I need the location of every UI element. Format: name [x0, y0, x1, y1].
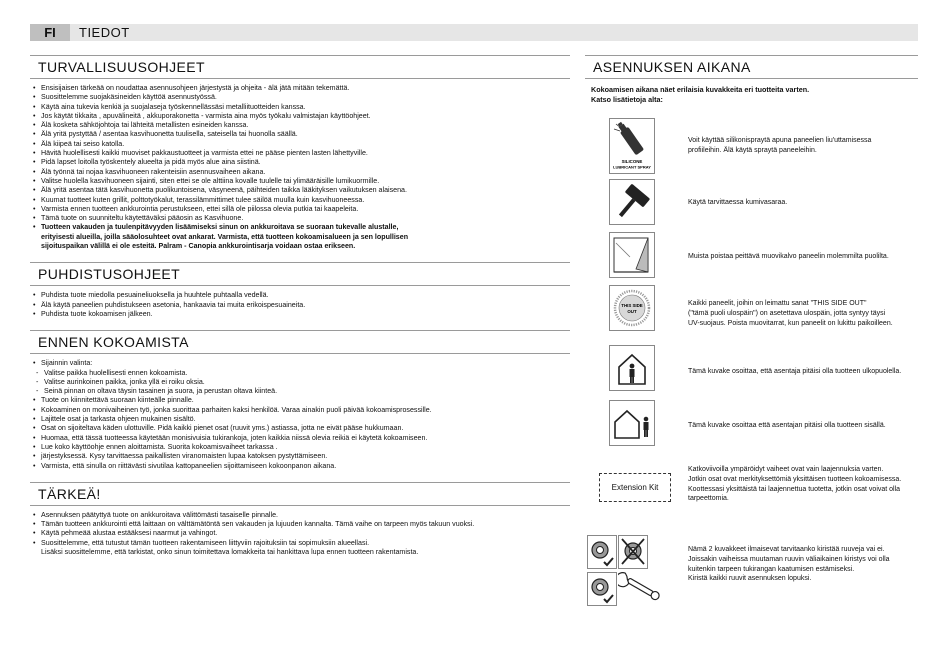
section-title: TIEDOT	[79, 25, 130, 40]
list-item: • Älä kosketa sähköjohtoja tai lähteitä metallisten esineiden kanssa.	[33, 121, 570, 130]
legend-line: Koottessasi yksittäistä tai laajennettua tuotetta, jotkin osat voivat olla	[688, 485, 901, 493]
list-item: • Puhdista tuote miedolla pesuaineliuoksella ja huuhtele puhtaalla vedellä.	[33, 291, 570, 300]
legend-text	[688, 545, 918, 584]
legend-line: Katkoviivoilla ympäröidyt vaiheet ovat vain laajennuksia varten.	[688, 466, 884, 473]
legend-line: Tämä kuvake osoittaa että asentajan pitäisi olla tuotteen sisällä.	[688, 422, 886, 429]
list-item: • Puhdista tuote kokoamisen jälkeen.	[33, 310, 570, 319]
this-side-out-icon	[609, 285, 655, 331]
legend-line: tarpeettomia.	[688, 495, 729, 503]
list-item: • Tuote on kiinnitettävä suoraan kiinteälle pinnalle.	[33, 396, 570, 405]
safety-list	[30, 84, 570, 251]
right-column	[585, 55, 918, 583]
list-item: • Huomaa, että tässä tuotteessa käytetään monisivuisia tukirankoja, joten kaikkia niissä olevia reikiä ei käytetä kokoamiseen.	[33, 434, 570, 443]
legend-line: ("tämä puoli ulospäin") on asetettava ulospäin, jotta syntyy täysi	[688, 309, 886, 317]
list-item: • järjestyksessä. Kysy tarvittaessa paikallisten viranomaisten lupaa katoksen pystyttämiseen.	[33, 452, 570, 461]
list-item: • Älä käytä paneelien puhdistukseen asetonia, hankaavia tai muita erikoispesuaineita.	[33, 301, 570, 310]
peel-film-icon	[609, 232, 655, 278]
legend-text	[688, 299, 918, 328]
list-item: • Älä työnnä tai nojaa kasvihuoneen rakenteisiin asennusvaiheen aikana.	[33, 168, 570, 177]
intro-line: Kokoamisen aikana näet erilaisia kuvakkeita eri tuotteita varten.	[591, 85, 810, 94]
legend-text	[688, 136, 918, 156]
list-item: • Hävitä huolellisesti kaikki muoviset pakkaustuotteet ja varmista ettei ne pääse pienten lasten lähettyville.	[33, 149, 570, 158]
list-item: • Kuumat tuotteet kuten grillit, polttotyökalut, terassilämmittimet tulee säilöä muulla kuin kasvihuoneessa.	[33, 196, 570, 205]
hammer-icon	[609, 179, 655, 225]
important-heading: TÄRKEÄ!	[30, 482, 570, 506]
list-item: • Asennuksen päätyttyä tuote on ankkuroitava välittömästi tasaiselle pinnalle.	[33, 511, 570, 520]
legend-line: Jotkin osat ovat merkityksettömiä yksittäisen tuotteen kokoamisessa.	[688, 475, 902, 483]
cleaning-heading: PUHDISTUSOHJEET	[30, 262, 570, 286]
extension-kit-icon: Extension Kit	[599, 473, 671, 502]
legend-line: Joissakin vaiheissa muutaman ruuvin väliaikainen kiristys voi olla	[688, 555, 890, 563]
list-item: • Suosittelemme suojakäsineiden käyttöä asennustyössä.	[33, 93, 570, 102]
list-item: • Tämä tuote on suunniteltu käytettäväksi pääosin as Kasvihuone.	[33, 214, 570, 223]
icon-label: SILICONE	[621, 159, 643, 164]
list-item: • Jos käytät tikkaita , apuvälineitä , akkuporakonetta - varmista aina myös työkalu valmistajan käyttöohjeet.	[33, 112, 570, 121]
during-assembly-heading: ASENNUKSEN AIKANA	[585, 55, 918, 79]
sub-item: - Valitse paikka huolellisesti ennen kokoamista.	[33, 369, 570, 378]
list-item-continued: erityisesti alueilla, joilla sääolosuhteet ovat ankarat. Varmista, että tuotteen kokoamisalueen ja sen lopullisen	[41, 232, 409, 241]
list-item: • Tuotteen vakauden ja tuulenpitävyyden lisäämiseksi sinun on ankkuroitava se suoraan tukevalle alustalle,	[33, 223, 570, 232]
icon-label: OUT	[627, 309, 637, 314]
sub-item: - Valitse aurinkoinen paikka, jonka yllä ei roiku oksia.	[33, 378, 570, 387]
legend-line: Kaikki paneelit, joihin on leimattu sanat "THIS SIDE OUT"	[688, 300, 867, 307]
legend-line: Käytä tarvittaessa kumivasaraa.	[688, 199, 788, 206]
list-item: • Älä yritä pystyttää / asentaa kasvihuonetta tuulisella, sateisella tai huonolla säällä.	[33, 130, 570, 139]
before-assembly-heading: ENNEN KOKOAMISTA	[30, 330, 570, 354]
legend-line: Voit käyttää silikonispraytä apuna paneelien liu'uttamisessa	[688, 137, 872, 144]
list-item: • Ensisijaisen tärkeää on noudattaa asennusohjeen järjestystä ja ohjeita - älä jätä mitään tekemättä.	[33, 84, 570, 93]
list-item: • Lajittele osat ja tarkasta ohjeen mukainen sisältö.	[33, 415, 570, 424]
intro-line: Katso lisätietoja alta:	[591, 94, 663, 104]
list-item: • Varmista ennen tuotteen ankkurointia perustukseen, ettei sillä ole piilossa olevia putkia tai kaapeleita.	[33, 205, 570, 214]
list-item: • Kokoaminen on monivaiheinen työ, jonka suorittaa parhaiten kaksi henkilöä. Varaa ainakin puoli päivää kokoamisprosessille.	[33, 406, 570, 415]
list-item: • Varmista, että sinulla on riittävästi sivutilaa kattopaneelien sijoittamiseen kokoonpanon aikana.	[33, 462, 570, 471]
list-item: • Suosittelemme, että tutustut tämän tuotteen rakentamiseen liittyviin rajoituksiin tai sopimuksiin alueellasi.	[33, 539, 570, 548]
legend-line: Nämä 2 kuvakkeet ilmaisevat tarvitaanko kiristää ruuveja vai ei.	[688, 546, 885, 553]
screw-loose-icon	[618, 535, 648, 569]
list-item: • Sijainnin valinta:	[33, 359, 570, 368]
before-assembly-list	[30, 359, 570, 471]
list-item: • Tämän tuotteen ankkurointi että laittaan on välttämätöntä sen vakauden ja lujuuden kannalta. Tämä vaihe on tarpeen myös takuun vuoksi.	[33, 520, 570, 529]
language-code: FI	[30, 24, 70, 41]
legend-line: UV-suojaus. Poista muovitarrat, kun paneelit on lukittu paikoilleen.	[688, 319, 893, 327]
house-person-inside-icon	[609, 345, 655, 391]
left-column	[30, 55, 570, 561]
icon-label: THIS SIDE	[621, 303, 643, 308]
legend-line: profiileihin. Älä käytä spraytä paneeleihin.	[688, 146, 817, 154]
legend-text	[688, 367, 918, 377]
house-person-outside-icon	[609, 400, 655, 446]
legend-line: Muista poistaa peittävä muovikalvo paneelin molemmilta puolilta.	[688, 253, 889, 260]
list-item: • Käytä aina tukevia kenkiä ja suojalaseja työskennellässäsi metalliituotteiden kanssa.	[33, 103, 570, 112]
icon-label: LUBRICANT SPRAY	[613, 164, 651, 170]
legend-line: Tämä kuvake osoittaa, että asentaja pitäisi olla tuotteen ulkopuolella.	[688, 368, 902, 375]
list-item: • Lue koko käyttöohje ennen aloittamista. Suorita kokoamisvaiheet tarkassa .	[33, 443, 570, 452]
list-item-continued: sijoituspaikan välillä ei ole esteitä. Palram - Canopia ankkurointisarja voidaan ostaa erikseen.	[41, 242, 356, 251]
sub-item: - Seinä pinnan on oltava täysin tasainen ja suora, ja perustan oltava kiinteä.	[33, 387, 570, 396]
screw-tightened-icon	[587, 535, 617, 569]
silicone-spray-icon	[609, 118, 655, 174]
legend-text	[688, 465, 918, 504]
legend-text	[688, 252, 918, 262]
cleaning-list	[30, 291, 570, 319]
header-bar	[30, 24, 918, 41]
list-item: • Pidä lapset loitolla työskentely alueelta ja pidä myös alue aina siistinä.	[33, 158, 570, 167]
safety-heading: TURVALLISUUSOHJEET	[30, 55, 570, 79]
legend-line: Kiristä kaikki ruuvit asennuksen lopuksi.	[688, 575, 812, 583]
legend-text	[688, 421, 918, 431]
list-item: • Osat on sijoiteltava käden ulottuville. Pidä kaikki pienet osat (ruuvit yms.) astiassa, jotta ne eivät pääse hukkumaan.	[33, 424, 570, 433]
legend-text	[688, 198, 918, 208]
important-list	[30, 511, 570, 557]
list-item: • Älä yritä asentaa tätä kasvihuonetta puolikuntoisena, väsyneenä, päihteiden taikka lääkityksen vaikutuksen alaisena.	[33, 186, 570, 195]
legend-line: kuitenkin tarpeen tukirangan kaatumisen estämiseksi.	[688, 565, 855, 573]
list-item-continued: Lisäksi suosittelemme, että tarkistat, onko sinun toimitettava lomakkeita tai hankittava lupa ennen tuotteen rakentamista.	[41, 547, 419, 556]
wrench-icon	[618, 572, 664, 604]
list-item: • Valitse huolella kasvihuoneen sijainti, siten ettei se ole alttiina kovalle tuulelle tai ylimääräisille lumikuormille.	[33, 177, 570, 186]
screw-final-icon	[587, 572, 617, 606]
list-item: • Älä kiipeä tai seiso katolla.	[33, 140, 570, 149]
icon-legend	[585, 55, 918, 655]
list-item: • Käytä pehmeää alustaa estääksesi naarmut ja vahingot.	[33, 529, 570, 538]
